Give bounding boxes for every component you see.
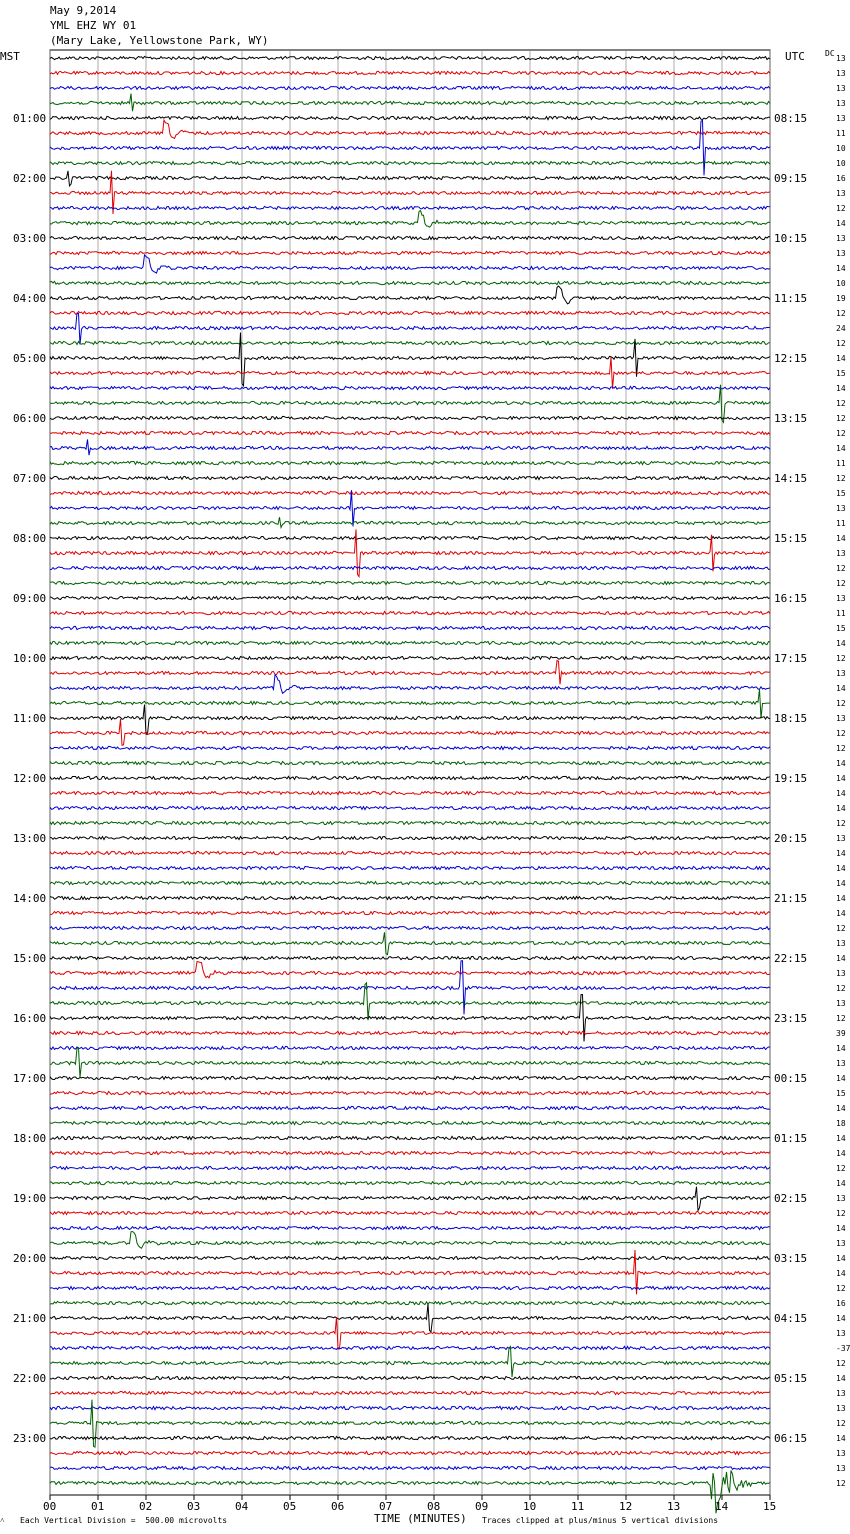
x-tick-label: 10 (523, 1500, 537, 1513)
dc-offset-value: 12 (836, 1209, 846, 1218)
dc-offset-value: 13 (836, 834, 846, 843)
trace-row-56 (50, 896, 770, 899)
mst-hour-label: 21:00 (13, 1312, 47, 1325)
trace-row-2 (50, 86, 770, 89)
dc-offset-value: 24 (836, 324, 846, 333)
trace-row-82 (50, 1286, 770, 1289)
trace-row-83 (50, 1301, 770, 1304)
trace-row-27 (50, 461, 770, 464)
dc-offset-value: 14 (836, 864, 846, 873)
trace-row-95 (50, 1470, 770, 1513)
mst-hour-label: 05:00 (13, 352, 47, 365)
trace-row-13 (50, 251, 770, 254)
trace-row-72 (50, 1136, 770, 1139)
x-tick-label: 08 (427, 1500, 441, 1513)
dc-offset-value: 15 (836, 624, 846, 633)
utc-hour-label: 16:15 (774, 592, 808, 605)
dc-offset-value: 13 (836, 84, 846, 93)
x-tick-label: 03 (187, 1500, 201, 1513)
utc-hour-label: 01:15 (774, 1132, 808, 1145)
trace-row-48 (50, 776, 770, 779)
trace-row-28 (50, 476, 770, 479)
dc-offset-value: 13 (836, 249, 846, 258)
mst-hour-label: 15:00 (13, 952, 47, 965)
dc-offset-value: 13 (836, 189, 846, 198)
dc-offset-value: 13 (836, 1389, 846, 1398)
trace-row-25 (50, 431, 770, 434)
utc-hour-label: 19:15 (774, 772, 808, 785)
dc-offset-value: 12 (836, 1359, 846, 1368)
dc-offset-value: 15 (836, 489, 846, 498)
trace-row-50 (50, 806, 770, 809)
dc-offset-value: 10 (836, 159, 846, 168)
dc-offset-value: 11 (836, 459, 846, 468)
utc-hour-label: 06:15 (774, 1432, 808, 1445)
trace-row-31 (50, 517, 770, 527)
mst-hour-label: 06:00 (13, 412, 47, 425)
trace-row-61 (50, 962, 770, 978)
x-tick-label: 01 (91, 1500, 105, 1513)
dc-offset-value: 39 (836, 1029, 846, 1038)
trace-row-66 (50, 1046, 770, 1049)
mst-hour-label: 19:00 (13, 1192, 47, 1205)
dc-offset-value: 12 (836, 924, 846, 933)
dc-offset-value: 14 (836, 1374, 846, 1383)
trace-row-42 (50, 675, 770, 693)
utc-hour-label: 15:15 (774, 532, 808, 545)
dc-offset-value: 13 (836, 1239, 846, 1248)
dc-offset-value: 14 (836, 1074, 846, 1083)
utc-hour-label: 13:15 (774, 412, 808, 425)
dc-offset-value: 13 (836, 54, 846, 63)
dc-offset-value: 13 (836, 1464, 846, 1473)
trace-row-17 (50, 311, 770, 314)
mst-hour-label: 04:00 (13, 292, 47, 305)
x-axis-title: TIME (MINUTES) (374, 1512, 467, 1525)
dc-offset-value: 14 (836, 384, 846, 393)
trace-row-8 (50, 171, 770, 186)
mst-hour-label: 16:00 (13, 1012, 47, 1025)
trace-row-4 (50, 116, 770, 119)
trace-row-34 (50, 566, 770, 569)
dc-offset-value: 11 (836, 129, 846, 138)
dc-offset-value: 19 (836, 294, 846, 303)
trace-row-77 (50, 1211, 770, 1214)
dc-offset-value: 14 (836, 804, 846, 813)
utc-hour-label: 14:15 (774, 472, 808, 485)
trace-row-69 (50, 1091, 770, 1094)
dc-offset-value: 14 (836, 774, 846, 783)
trace-row-94 (50, 1466, 770, 1469)
dc-offset-value: 12 (836, 1014, 846, 1023)
trace-row-73 (50, 1151, 770, 1154)
trace-row-15 (50, 281, 770, 284)
trace-row-32 (50, 536, 770, 539)
dc-offset-value: 12 (836, 204, 846, 213)
dc-offset-value: 14 (836, 1179, 846, 1188)
trace-row-58 (50, 926, 770, 929)
dc-offset-value: 13 (836, 99, 846, 108)
dc-offset-value: 14 (836, 1134, 846, 1143)
trace-row-37 (50, 611, 770, 614)
dc-offset-value: 14 (836, 1434, 846, 1443)
trace-row-24 (50, 416, 770, 419)
trace-row-54 (50, 866, 770, 869)
dc-offset-value: 14 (836, 1254, 846, 1263)
right-axis-title: UTC (785, 50, 805, 63)
trace-row-16 (50, 286, 770, 304)
trace-row-59 (50, 932, 770, 954)
dc-offset-value: 13 (836, 1449, 846, 1458)
dc-offset-value: 14 (836, 1269, 846, 1278)
utc-hour-label: 03:15 (774, 1252, 808, 1265)
station-code: YML EHZ WY 01 (50, 19, 137, 32)
mst-hour-label: 13:00 (13, 832, 47, 845)
dc-offset-value: 12 (836, 474, 846, 483)
dc-offset-value: 13 (836, 1404, 846, 1413)
mst-hour-label: 08:00 (13, 532, 47, 545)
dc-offset-value: 11 (836, 519, 846, 528)
dc-offset-value: 13 (836, 969, 846, 978)
utc-hour-label: 05:15 (774, 1372, 808, 1385)
trace-row-80 (50, 1256, 770, 1259)
dc-offset-value: 13 (836, 114, 846, 123)
trace-row-20 (50, 333, 770, 386)
dc-offset-value: 13 (836, 939, 846, 948)
utc-hour-label: 09:15 (774, 172, 808, 185)
x-tick-label: 00 (43, 1500, 57, 1513)
utc-hour-label: 12:15 (774, 352, 808, 365)
dc-offset-value: 14 (836, 354, 846, 363)
mst-hour-label: 23:00 (13, 1432, 47, 1445)
dc-offset-value: 14 (836, 219, 846, 228)
trace-row-36 (50, 596, 770, 599)
trace-row-85 (50, 1317, 770, 1349)
dc-offset-value: 16 (836, 174, 846, 183)
dc-offset-value: 13 (836, 999, 846, 1008)
dc-offset-value: 14 (836, 759, 846, 768)
dc-offset-value: 16 (836, 1299, 846, 1308)
trace-row-57 (50, 911, 770, 914)
dc-offset-value: 12 (836, 414, 846, 423)
trace-row-68 (50, 1076, 770, 1079)
trace-row-78 (50, 1226, 770, 1229)
x-tick-label: 12 (619, 1500, 633, 1513)
utc-hour-label: 11:15 (774, 292, 808, 305)
station-location: (Mary Lake, Yellowstone Park, WY) (50, 34, 269, 47)
trace-row-49 (50, 791, 770, 794)
utc-hour-label: 00:15 (774, 1072, 808, 1085)
trace-row-67 (50, 1048, 770, 1078)
trace-row-14 (50, 255, 770, 273)
trace-row-44 (50, 705, 770, 735)
utc-hour-label: 20:15 (774, 832, 808, 845)
trace-row-30 (50, 490, 770, 526)
trace-row-3 (50, 94, 770, 112)
dc-offset-value: 13 (836, 234, 846, 243)
utc-hour-label: 02:15 (774, 1192, 808, 1205)
trace-row-40 (50, 656, 770, 659)
dc-offset-value: 18 (836, 1119, 846, 1128)
dc-offset-value: 12 (836, 984, 846, 993)
trace-row-52 (50, 836, 770, 839)
dc-offset-value: 12 (836, 729, 846, 738)
dc-offset-value: 14 (836, 1149, 846, 1158)
utc-hour-label: 10:15 (774, 232, 808, 245)
trace-row-26 (50, 439, 770, 455)
x-tick-label: 07 (379, 1500, 393, 1513)
trace-row-0 (50, 56, 770, 59)
dc-offset-value: 12 (836, 429, 846, 438)
trace-row-90 (50, 1406, 770, 1409)
dc-offset-value: 14 (836, 1224, 846, 1233)
dc-offset-value: 13 (836, 594, 846, 603)
trace-row-89 (50, 1391, 770, 1394)
trace-row-18 (50, 313, 770, 344)
dc-offset-value: 14 (836, 1104, 846, 1113)
corner-mark: ˄ (0, 1516, 5, 1525)
dc-offset-value: 15 (836, 369, 846, 378)
trace-row-91 (50, 1400, 770, 1447)
dc-offset-value: 12 (836, 309, 846, 318)
trace-row-76 (50, 1187, 770, 1211)
mst-hour-label: 17:00 (13, 1072, 47, 1085)
utc-hour-label: 17:15 (774, 652, 808, 665)
mst-hour-label: 12:00 (13, 772, 47, 785)
mst-hour-label: 20:00 (13, 1252, 47, 1265)
trace-row-92 (50, 1436, 770, 1439)
mst-hour-label: 07:00 (13, 472, 47, 485)
x-tick-label: 04 (235, 1500, 249, 1513)
dc-offset-value: 14 (836, 639, 846, 648)
trace-row-62 (50, 961, 770, 1015)
mst-hour-label: 22:00 (13, 1372, 47, 1385)
mst-hour-label: 09:00 (13, 592, 47, 605)
dc-offset-value: 14 (836, 909, 846, 918)
dc-offset-value: 13 (836, 1059, 846, 1068)
trace-row-35 (50, 581, 770, 584)
dc-offset-value: 12 (836, 744, 846, 753)
dc-offset-value: 13 (836, 549, 846, 558)
dc-offset-value: 12 (836, 339, 846, 348)
dc-offset-value: 11 (836, 609, 846, 618)
trace-row-70 (50, 1106, 770, 1109)
utc-hour-label: 08:15 (774, 112, 808, 125)
dc-offset-value: 10 (836, 279, 846, 288)
utc-hour-label: 04:15 (774, 1312, 808, 1325)
mst-hour-label: 18:00 (13, 1132, 47, 1145)
trace-row-33 (50, 529, 770, 576)
dc-label: DC (825, 49, 835, 58)
trace-row-19 (50, 341, 770, 344)
trace-row-21 (50, 357, 770, 389)
dc-offset-value: 14 (836, 849, 846, 858)
trace-row-79 (50, 1232, 770, 1249)
trace-row-71 (50, 1121, 770, 1124)
mst-hour-label: 02:00 (13, 172, 47, 185)
trace-row-29 (50, 491, 770, 494)
trace-row-88 (50, 1376, 770, 1379)
x-tick-label: 15 (763, 1500, 777, 1513)
mst-hour-label: 14:00 (13, 892, 47, 905)
dc-offset-value: 12 (836, 564, 846, 573)
dc-offset-value: 14 (836, 444, 846, 453)
dc-offset-value: 13 (836, 69, 846, 78)
dc-offset-value: 12 (836, 699, 846, 708)
trace-row-10 (50, 206, 770, 209)
trace-row-43 (50, 689, 770, 718)
dc-offset-value: 12 (836, 1284, 846, 1293)
x-tick-label: 06 (331, 1500, 345, 1513)
dc-offset-value: 14 (836, 954, 846, 963)
trace-row-75 (50, 1181, 770, 1184)
trace-row-86 (50, 1346, 770, 1349)
dc-offset-value: 12 (836, 1164, 846, 1173)
dc-offset-value: 14 (836, 1314, 846, 1323)
dc-offset-value: 15 (836, 1089, 846, 1098)
trace-row-47 (50, 761, 770, 764)
trace-row-11 (50, 211, 770, 228)
trace-row-38 (50, 626, 770, 629)
dc-offset-value: 12 (836, 579, 846, 588)
dc-offset-value: 13 (836, 504, 846, 513)
utc-hour-label: 23:15 (774, 1012, 808, 1025)
utc-hour-label: 22:15 (774, 952, 808, 965)
x-tick-label: 02 (139, 1500, 153, 1513)
trace-row-45 (50, 719, 770, 745)
dc-offset-value: 12 (836, 1479, 846, 1488)
mst-hour-label: 10:00 (13, 652, 47, 665)
trace-row-60 (50, 956, 770, 959)
left-axis-title: MST (0, 50, 20, 63)
dc-offset-value: 12 (836, 399, 846, 408)
dc-offset-value: 13 (836, 1329, 846, 1338)
trace-row-7 (50, 161, 770, 164)
trace-row-39 (50, 641, 770, 644)
trace-row-84 (50, 1304, 770, 1332)
trace-row-12 (50, 236, 770, 239)
dc-offset-value: 14 (836, 894, 846, 903)
dc-offset-value: 12 (836, 819, 846, 828)
trace-row-65 (50, 1031, 770, 1034)
utc-hour-label: 18:15 (774, 712, 808, 725)
dc-offset-value: 14 (836, 684, 846, 693)
dc-offset-value: 14 (836, 789, 846, 798)
clip-note: Traces clipped at plus/minus 5 vertical divisions (482, 1516, 719, 1525)
trace-row-6 (50, 120, 770, 175)
trace-row-53 (50, 851, 770, 854)
trace-row-5 (50, 120, 770, 138)
plot-date: May 9,2014 (50, 4, 117, 17)
utc-hour-label: 21:15 (774, 892, 808, 905)
trace-row-93 (50, 1451, 770, 1454)
trace-row-51 (50, 821, 770, 824)
trace-row-46 (50, 746, 770, 749)
x-tick-label: 11 (571, 1500, 585, 1513)
dc-offset-value: 13 (836, 714, 846, 723)
trace-row-41 (50, 661, 770, 685)
dc-offset-value: 10 (836, 144, 846, 153)
dc-offset-value: 14 (836, 1044, 846, 1053)
dc-offset-value: 13 (836, 1194, 846, 1203)
dc-offset-value: 14 (836, 879, 846, 888)
x-tick-label: 13 (667, 1500, 681, 1513)
dc-offset-value: 14 (836, 534, 846, 543)
x-tick-label: 05 (283, 1500, 297, 1513)
trace-row-1 (50, 71, 770, 74)
dc-offset-value: 13 (836, 669, 846, 678)
trace-row-22 (50, 386, 770, 389)
trace-row-87 (50, 1347, 770, 1378)
x-tick-label: 09 (475, 1500, 489, 1513)
scale-note: Each Vertical Division = 500.00 microvolts (20, 1516, 228, 1525)
dc-offset-value: 12 (836, 654, 846, 663)
mst-hour-label: 01:00 (13, 112, 47, 125)
dc-offset-value: -37 (836, 1344, 850, 1353)
mst-hour-label: 03:00 (13, 232, 47, 245)
trace-row-55 (50, 881, 770, 884)
dc-offset-value: 12 (836, 1419, 846, 1428)
dc-offset-value: 14 (836, 264, 846, 273)
x-tick-label: 14 (715, 1500, 729, 1513)
mst-hour-label: 11:00 (13, 712, 47, 725)
trace-row-74 (50, 1166, 770, 1169)
